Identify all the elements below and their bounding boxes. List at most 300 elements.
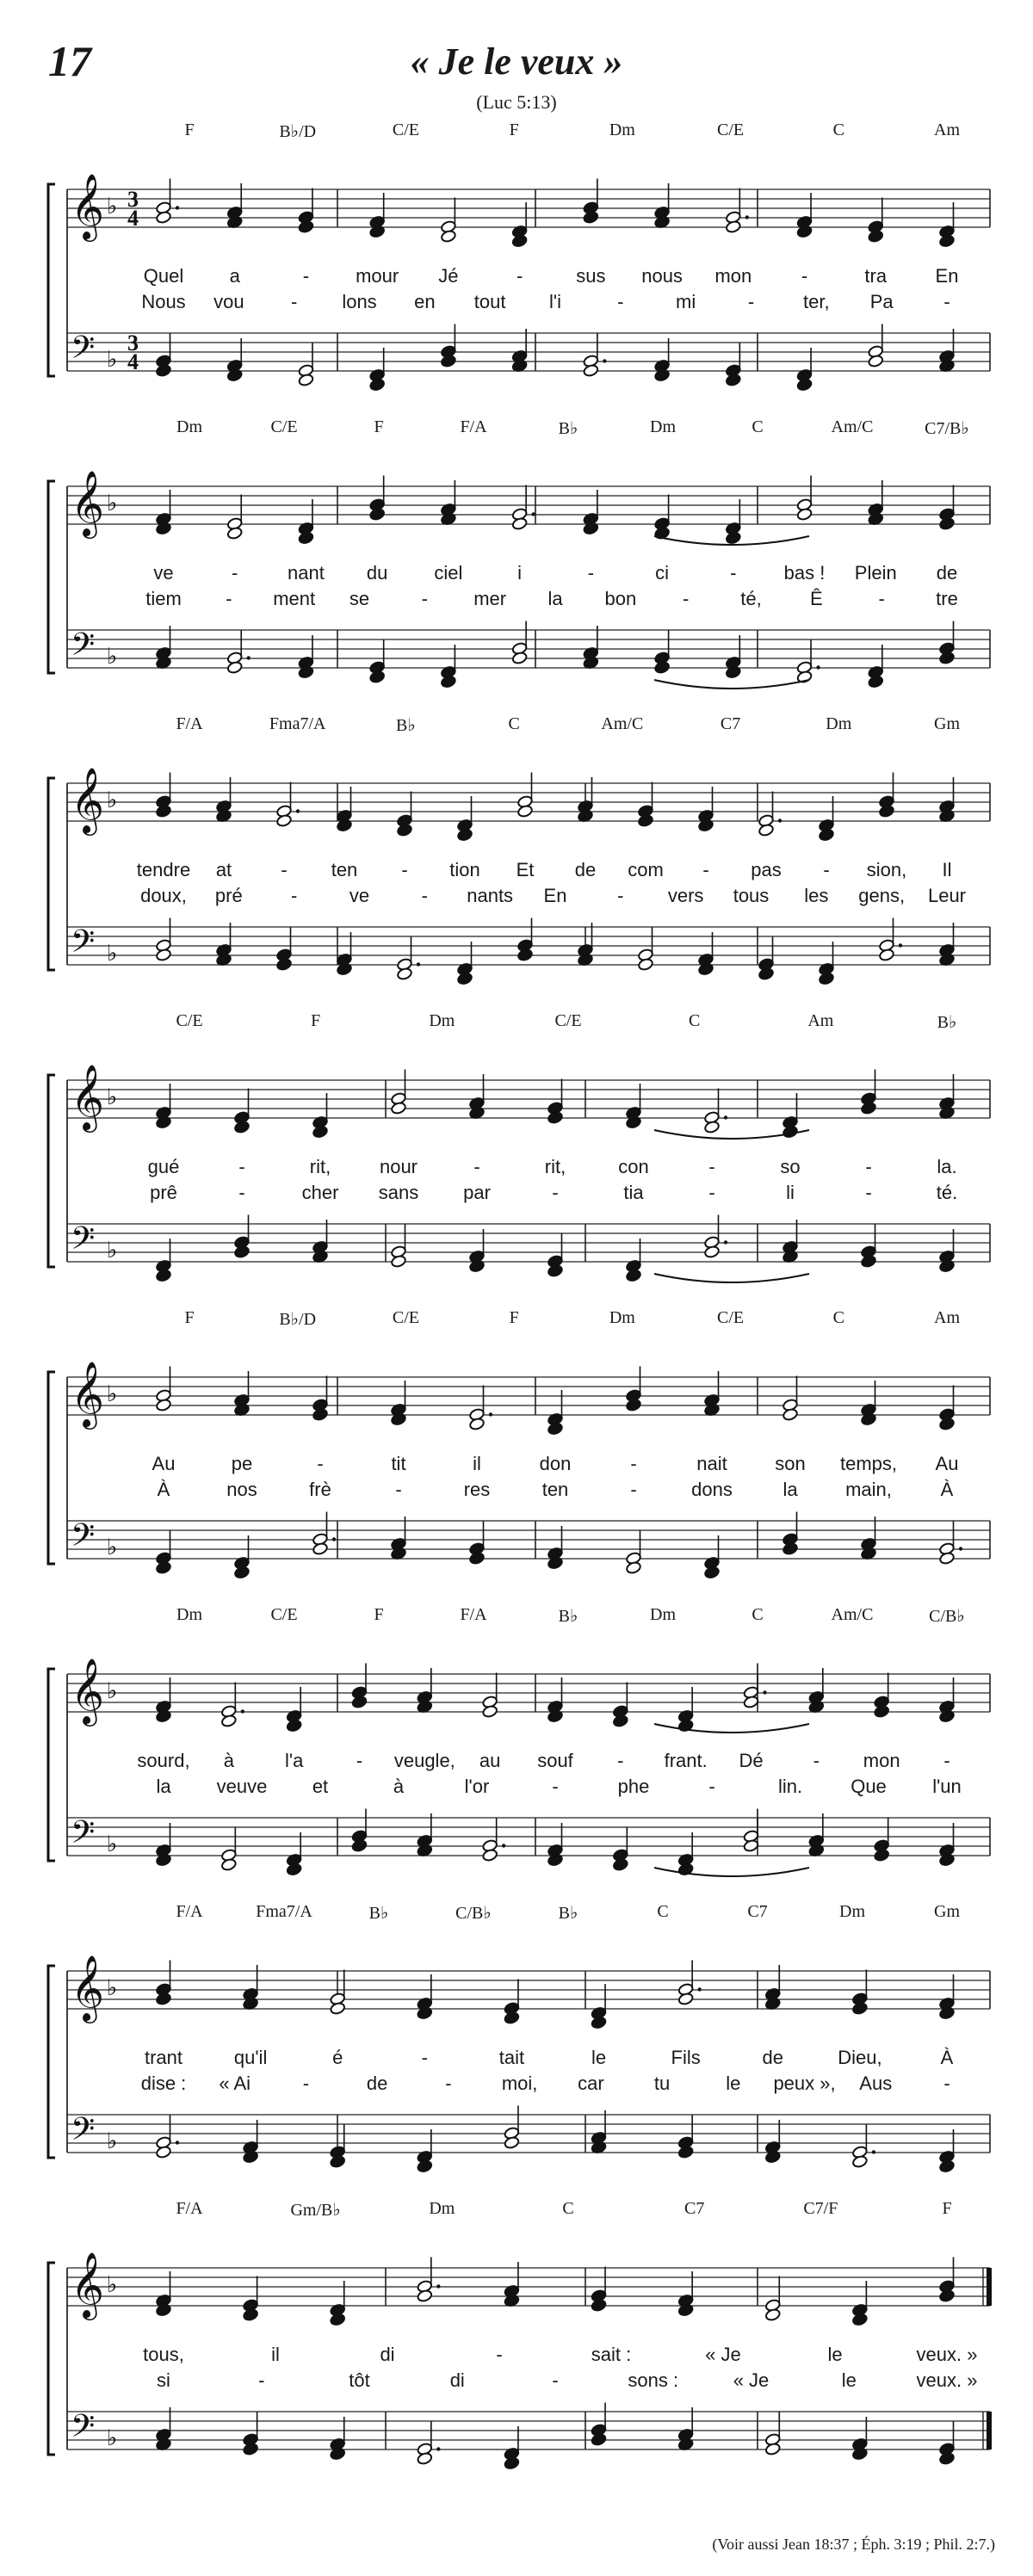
lyric-syllable: tous, <box>143 2344 184 2365</box>
note-chord <box>482 1673 498 1719</box>
chord-symbols <box>34 1011 1016 1037</box>
lyric-syllable: gens, <box>858 885 906 906</box>
note-chord <box>469 1074 486 1120</box>
key-signature-flat-icon: ♭ <box>107 347 118 373</box>
lyric-syllable: de <box>762 2047 784 2068</box>
lyric-syllable: pe <box>231 1453 253 1474</box>
note-chord <box>583 490 599 535</box>
treble-clef-icon: 𝄞 <box>71 1955 105 2021</box>
chord-symbol: C/E <box>392 120 419 139</box>
chord-symbol: C7/B♭ <box>925 419 969 438</box>
note-chord <box>626 1239 642 1282</box>
lyric-syllable: sait : <box>591 2344 632 2365</box>
lyric-syllable: - <box>702 859 709 880</box>
chord-symbol: B♭ <box>558 1904 578 1923</box>
note-chord <box>417 2422 441 2466</box>
note-chord <box>312 1376 329 1422</box>
lyric-syllable: tendre <box>136 859 191 880</box>
lyrics-verse-1 <box>34 2047 1016 2071</box>
footer-reference: (Voir aussi Jean 18:37 ; Éph. 3:19 ; Phil. 2:7.) <box>712 2536 995 2553</box>
note-chord <box>469 1229 486 1273</box>
note-chord <box>583 626 599 670</box>
note-chord <box>626 1531 642 1575</box>
lyric-syllable: sons : <box>628 2369 679 2391</box>
key-signature-flat-icon: ♭ <box>107 1678 118 1704</box>
note-chord <box>861 1225 877 1269</box>
chord-symbol: Fma7/A <box>256 1902 312 1921</box>
hymn-number: 17 <box>48 37 91 85</box>
lyric-syllable: tous <box>733 885 770 906</box>
lyric-syllable: du <box>366 562 388 584</box>
lyric-syllable: de <box>936 562 958 584</box>
music-system <box>34 417 1016 693</box>
final-barline-thick <box>987 2412 992 2449</box>
note-chord <box>782 1376 799 1422</box>
note-chord <box>243 2276 259 2322</box>
lyric-syllable: Aus <box>859 2073 893 2094</box>
note-chord <box>654 183 671 229</box>
key-signature-flat-icon: ♭ <box>107 1832 118 1857</box>
music-system <box>34 1308 1016 1584</box>
lyric-syllable: dons <box>691 1479 733 1500</box>
chord-symbol: C7/F <box>803 2199 838 2218</box>
note-chord <box>698 932 714 976</box>
lyric-syllable: nants <box>467 885 514 906</box>
bass-clef-icon: 𝄢 <box>71 1814 96 1858</box>
key-signature-flat-icon: ♭ <box>107 2272 118 2298</box>
note-chord <box>504 2262 520 2307</box>
lyric-syllable: - <box>823 859 830 880</box>
chord-symbol: F/A <box>176 1902 203 1921</box>
note-chord <box>612 1683 628 1728</box>
note-chord <box>337 787 353 832</box>
chord-symbol: C/E <box>270 1605 298 1624</box>
note-chord <box>511 329 528 373</box>
note-chord <box>156 1239 172 1282</box>
lyric-syllable: « Je <box>705 2344 741 2365</box>
lyric-syllable: Au <box>935 1453 959 1474</box>
lyric-syllable: bas ! <box>783 562 826 584</box>
lyric-syllable: - <box>730 562 737 584</box>
lyric-syllable: res <box>463 1479 491 1500</box>
note-chord <box>851 2281 868 2326</box>
lyrics-verse-2 <box>34 291 1016 315</box>
key-signature-flat-icon: ♭ <box>107 1535 118 1560</box>
lyric-syllable: tiem <box>145 588 182 609</box>
note-chord <box>939 202 956 248</box>
lyric-syllable: - <box>226 588 232 609</box>
chord-symbol: Dm <box>650 417 676 436</box>
note-chord <box>939 2258 956 2303</box>
chord-symbol: C7 <box>684 2199 705 2218</box>
lyric-syllable: - <box>238 1156 245 1177</box>
note-chord <box>547 1079 564 1125</box>
lyric-syllable: veux. » <box>916 2344 978 2365</box>
lyric-syllable: à <box>223 1750 234 1771</box>
key-signature-flat-icon: ♭ <box>107 1084 118 1110</box>
note-chord <box>234 1089 251 1134</box>
chord-symbol: B♭ <box>558 1607 578 1626</box>
note-chord <box>156 626 172 670</box>
note-chord <box>796 476 813 522</box>
chord-symbol: B♭/D <box>279 1310 317 1329</box>
note-chord <box>286 1832 302 1876</box>
chord-symbols <box>34 2199 1016 2225</box>
note-chord <box>939 329 956 373</box>
key-signature-flat-icon: ♭ <box>107 1238 118 1263</box>
note-chord <box>939 621 956 665</box>
lyrics-verse-1 <box>34 1453 1016 1477</box>
note-chord <box>939 1229 956 1273</box>
lyrics-verse-1 <box>34 859 1016 883</box>
note-chord <box>156 1531 172 1575</box>
note-chord <box>547 1823 564 1867</box>
note-chord <box>677 2271 694 2317</box>
bass-clef-icon: 𝄢 <box>71 1220 96 1264</box>
lyric-syllable: di <box>380 2344 395 2365</box>
bass-clef-icon: 𝄢 <box>71 2408 96 2452</box>
chord-symbol: F <box>374 1605 384 1624</box>
lyric-syllable: Dieu, <box>838 2047 882 2068</box>
lyric-syllable: tra <box>864 265 888 287</box>
lyrics-verse-2 <box>34 885 1016 909</box>
lyric-syllable: ve <box>153 562 174 584</box>
note-chord <box>156 490 172 535</box>
bass-clef-icon: 𝄢 <box>71 924 96 967</box>
lyric-syllable: com <box>628 859 664 880</box>
note-chord <box>725 343 741 387</box>
lyric-syllable: sourd, <box>137 1750 190 1771</box>
lyric-syllable: mer <box>473 588 507 609</box>
chord-symbol: F <box>184 1308 195 1327</box>
note-chord <box>638 782 654 828</box>
chord-symbol: Dm <box>429 1011 455 1030</box>
lyric-syllable: ten <box>541 1479 569 1500</box>
note-chord <box>243 1965 259 2011</box>
chord-symbol: C/E <box>392 1308 419 1327</box>
lyric-syllable: il <box>473 1453 481 1474</box>
chord-symbol: C <box>657 1902 669 1921</box>
lyric-syllable: lons <box>342 291 377 312</box>
note-chord <box>298 343 314 387</box>
note-chord <box>626 1367 642 1412</box>
note-chord <box>397 937 421 981</box>
lyric-syllable: dise : <box>140 2073 187 2094</box>
note-chord <box>591 1984 607 2029</box>
note-chord <box>796 348 813 392</box>
chord-symbol: C7 <box>747 1902 768 1921</box>
note-chord <box>704 1089 728 1134</box>
lyric-syllable: - <box>865 1182 872 1203</box>
lyric-syllable: - <box>708 1156 715 1177</box>
lyric-syllable: En <box>935 265 959 287</box>
note-chord <box>874 1819 890 1863</box>
chord-symbol: Fma7/A <box>269 714 326 733</box>
chord-symbol: Am/C <box>831 1605 874 1624</box>
lyric-syllable: - <box>630 1453 637 1474</box>
lyric-syllable: temps, <box>839 1453 898 1474</box>
note-chord <box>547 1390 564 1436</box>
note-chord <box>583 179 599 225</box>
lyric-syllable: au <box>479 1750 501 1771</box>
note-chord <box>517 918 534 962</box>
lyric-syllable: - <box>516 265 523 287</box>
note-chord <box>234 1215 251 1259</box>
lyric-syllable: - <box>238 1182 245 1203</box>
lyric-syllable: « Ai <box>219 2073 251 2094</box>
music-system <box>34 1605 1016 1881</box>
lyric-syllable: la <box>547 588 563 609</box>
note-chord <box>337 932 353 976</box>
chord-symbols <box>34 120 1016 146</box>
note-chord <box>517 773 534 819</box>
note-chord <box>441 198 457 244</box>
note-chord <box>441 324 457 368</box>
lyrics-verse-2 <box>34 1182 1016 1206</box>
note-chord <box>547 1234 564 1278</box>
chord-symbols <box>34 1605 1016 1631</box>
note-chord <box>417 1974 433 2020</box>
bass-clef-icon: 𝄢 <box>71 330 96 374</box>
lyric-syllable: frè <box>309 1479 331 1500</box>
lyric-syllable: il <box>271 2344 280 2365</box>
lyric-syllable: mi <box>676 291 696 312</box>
lyric-syllable: Jé <box>438 265 459 287</box>
staff-graphics <box>34 1308 1016 1584</box>
staff-graphics <box>34 120 1016 396</box>
note-chord <box>369 640 386 684</box>
lyric-syllable: ten <box>331 859 358 880</box>
note-chord <box>591 2110 607 2154</box>
lyric-syllable: ciel <box>434 562 463 584</box>
note-chord <box>758 937 775 981</box>
lyric-syllable: - <box>421 588 428 609</box>
lyric-syllable: Que <box>851 1776 887 1797</box>
note-chord <box>939 1677 956 1723</box>
lyric-syllable: sans <box>378 1182 419 1203</box>
note-chord <box>764 2276 781 2322</box>
time-signature-digit: 4 <box>127 206 139 231</box>
note-chord <box>677 1687 694 1733</box>
lyrics-verse-2 <box>34 1479 1016 1503</box>
lyric-syllable: lin. <box>777 1776 803 1797</box>
note-chord <box>351 1809 368 1853</box>
lyric-syllable: - <box>421 2047 428 2068</box>
lyric-syllable: qu'il <box>233 2047 268 2068</box>
chord-symbol: F <box>184 120 195 139</box>
lyric-syllable: nour <box>379 1156 418 1177</box>
key-signature-flat-icon: ♭ <box>107 1975 118 2001</box>
note-chord <box>369 348 386 392</box>
lyric-syllable: veugle, <box>393 1750 455 1771</box>
lyric-syllable: mon <box>863 1750 900 1771</box>
lyric-syllable: frant. <box>664 1750 708 1771</box>
note-chord <box>612 1828 628 1872</box>
lyric-syllable: - <box>708 1182 715 1203</box>
bass-clef-icon: 𝄢 <box>71 1517 96 1561</box>
lyric-syllable: - <box>865 1156 872 1177</box>
lyric-syllable: la <box>782 1479 798 1500</box>
note-chord <box>417 1813 433 1857</box>
chord-symbol: Dm <box>839 1902 865 1921</box>
lyric-syllable: tion <box>449 859 480 880</box>
note-chord <box>939 1974 956 2020</box>
note-chord <box>743 1809 759 1853</box>
lyric-syllable: de <box>366 2073 388 2094</box>
note-chord <box>868 645 884 689</box>
lyric-syllable: nant <box>288 562 325 584</box>
note-chord <box>626 1084 642 1129</box>
note-chord <box>243 2412 259 2456</box>
lyric-syllable: - <box>682 588 690 609</box>
note-chord <box>504 1980 520 2025</box>
chord-symbols <box>34 714 1016 740</box>
lyric-syllable: et <box>312 1776 329 1797</box>
note-chord <box>939 1074 956 1120</box>
note-chord <box>351 1664 368 1709</box>
chord-symbol: B♭ <box>937 1013 957 1032</box>
bass-clef-icon: 𝄢 <box>71 627 96 670</box>
lyric-syllable: - <box>943 291 950 312</box>
treble-clef-icon: 𝄞 <box>71 767 105 833</box>
chord-symbol: F/A <box>176 2199 203 2218</box>
note-chord <box>216 923 232 967</box>
lyrics-verse-1 <box>34 2344 1016 2368</box>
lyric-syllable: - <box>552 1776 559 1797</box>
note-chord <box>156 1084 172 1129</box>
lyric-syllable: Au <box>152 1453 176 1474</box>
chord-symbols <box>34 417 1016 443</box>
lyric-syllable: tia <box>623 1182 644 1203</box>
lyric-syllable: a <box>229 265 240 287</box>
note-chord <box>591 2403 607 2447</box>
chord-symbol: Am <box>807 1011 834 1030</box>
lyric-syllable: - <box>421 885 428 906</box>
key-signature-flat-icon: ♭ <box>107 941 118 967</box>
note-chord <box>939 1823 956 1867</box>
note-chord <box>511 202 528 248</box>
note-chord <box>286 1687 302 1733</box>
lyric-syllable: rit, <box>309 1156 331 1177</box>
note-chord <box>725 499 741 545</box>
chord-symbol: Dm <box>609 120 635 139</box>
note-chord <box>879 773 895 819</box>
lyric-syllable: vers <box>667 885 704 906</box>
note-chord <box>654 495 671 541</box>
lyrics-verse-2 <box>34 2369 1016 2394</box>
chord-symbol: Dm <box>429 2199 455 2218</box>
lyric-syllable: pré <box>214 885 243 906</box>
lyric-syllable: peux », <box>773 2073 836 2094</box>
lyric-syllable: Nous <box>141 291 186 312</box>
chord-symbol: Gm <box>934 1902 960 1921</box>
lyric-syllable: - <box>617 291 624 312</box>
chord-symbol: Dm <box>609 1308 635 1327</box>
lyric-syllable: le <box>841 2369 857 2391</box>
key-signature-flat-icon: ♭ <box>107 2425 118 2451</box>
lyric-syllable: Dé <box>739 1750 764 1771</box>
note-chord <box>369 476 386 522</box>
note-chord <box>156 2407 172 2451</box>
note-chord <box>226 183 243 229</box>
note-chord <box>868 480 884 526</box>
note-chord <box>216 777 232 823</box>
final-barline-thick <box>987 2268 992 2306</box>
lyric-syllable: - <box>290 291 298 312</box>
lyric-syllable: ve <box>349 885 370 906</box>
lyric-syllable: - <box>747 291 755 312</box>
lyric-syllable: tait <box>498 2047 525 2068</box>
note-chord <box>939 2129 956 2173</box>
note-chord <box>764 2120 781 2164</box>
lyric-syllable: - <box>801 265 808 287</box>
note-chord <box>758 792 782 837</box>
note-chord <box>504 2106 520 2150</box>
note-chord <box>504 2426 520 2470</box>
chord-symbol: C <box>752 417 764 436</box>
lyric-syllable: se <box>349 588 370 609</box>
lyric-syllable: bon <box>604 588 637 609</box>
staff-graphics <box>34 1011 1016 1287</box>
lyric-syllable: ment <box>273 588 316 609</box>
lyrics-verse-2 <box>34 1776 1016 1800</box>
lyric-syllable: gué <box>147 1156 180 1177</box>
chord-symbol: F <box>374 417 384 436</box>
chord-symbol: Dm <box>176 1605 202 1624</box>
note-chord <box>226 495 243 541</box>
chord-symbol: Am/C <box>601 714 644 733</box>
lyric-syllable: le <box>726 2073 741 2094</box>
lyric-syllable: l'i <box>549 291 561 312</box>
note-chord <box>698 787 714 832</box>
note-chord <box>156 1823 172 1867</box>
treble-clef-icon: 𝄞 <box>71 470 105 536</box>
lyric-syllable: vou <box>213 291 244 312</box>
lyric-syllable: pas <box>751 859 782 880</box>
note-chord <box>819 942 835 985</box>
key-signature-flat-icon: ♭ <box>107 1381 118 1407</box>
lyric-syllable: tu <box>653 2073 671 2094</box>
chord-symbol: C <box>832 1308 844 1327</box>
note-chord <box>547 1526 564 1570</box>
chord-symbol: Gm/B♭ <box>290 2201 341 2220</box>
lyric-syllable: sion, <box>866 859 907 880</box>
chord-symbol: F/A <box>460 1605 487 1624</box>
tie <box>654 680 809 689</box>
chord-symbol: C/E <box>270 417 298 436</box>
note-chord <box>868 198 884 244</box>
lyric-syllable: Plein <box>854 562 897 584</box>
chord-symbol: Am/C <box>831 417 874 436</box>
note-chord <box>220 1828 237 1872</box>
lyric-syllable: - <box>552 2369 559 2391</box>
lyric-syllable: prê <box>150 1182 177 1203</box>
note-chord <box>796 640 820 684</box>
lyric-syllable: nait <box>696 1453 727 1474</box>
note-chord <box>156 1367 172 1412</box>
lyric-syllable: veux. » <box>916 2369 978 2391</box>
lyric-syllable: phe <box>617 1776 650 1797</box>
note-chord <box>298 499 314 545</box>
note-chord <box>638 928 654 972</box>
lyric-syllable: tout <box>473 291 506 312</box>
lyric-syllable: mour <box>356 265 399 287</box>
chord-symbol: Gm <box>934 714 960 733</box>
lyric-syllable: les <box>804 885 829 906</box>
note-chord <box>457 796 473 842</box>
note-chord <box>312 1220 329 1263</box>
chord-symbol: C/E <box>176 1011 203 1030</box>
